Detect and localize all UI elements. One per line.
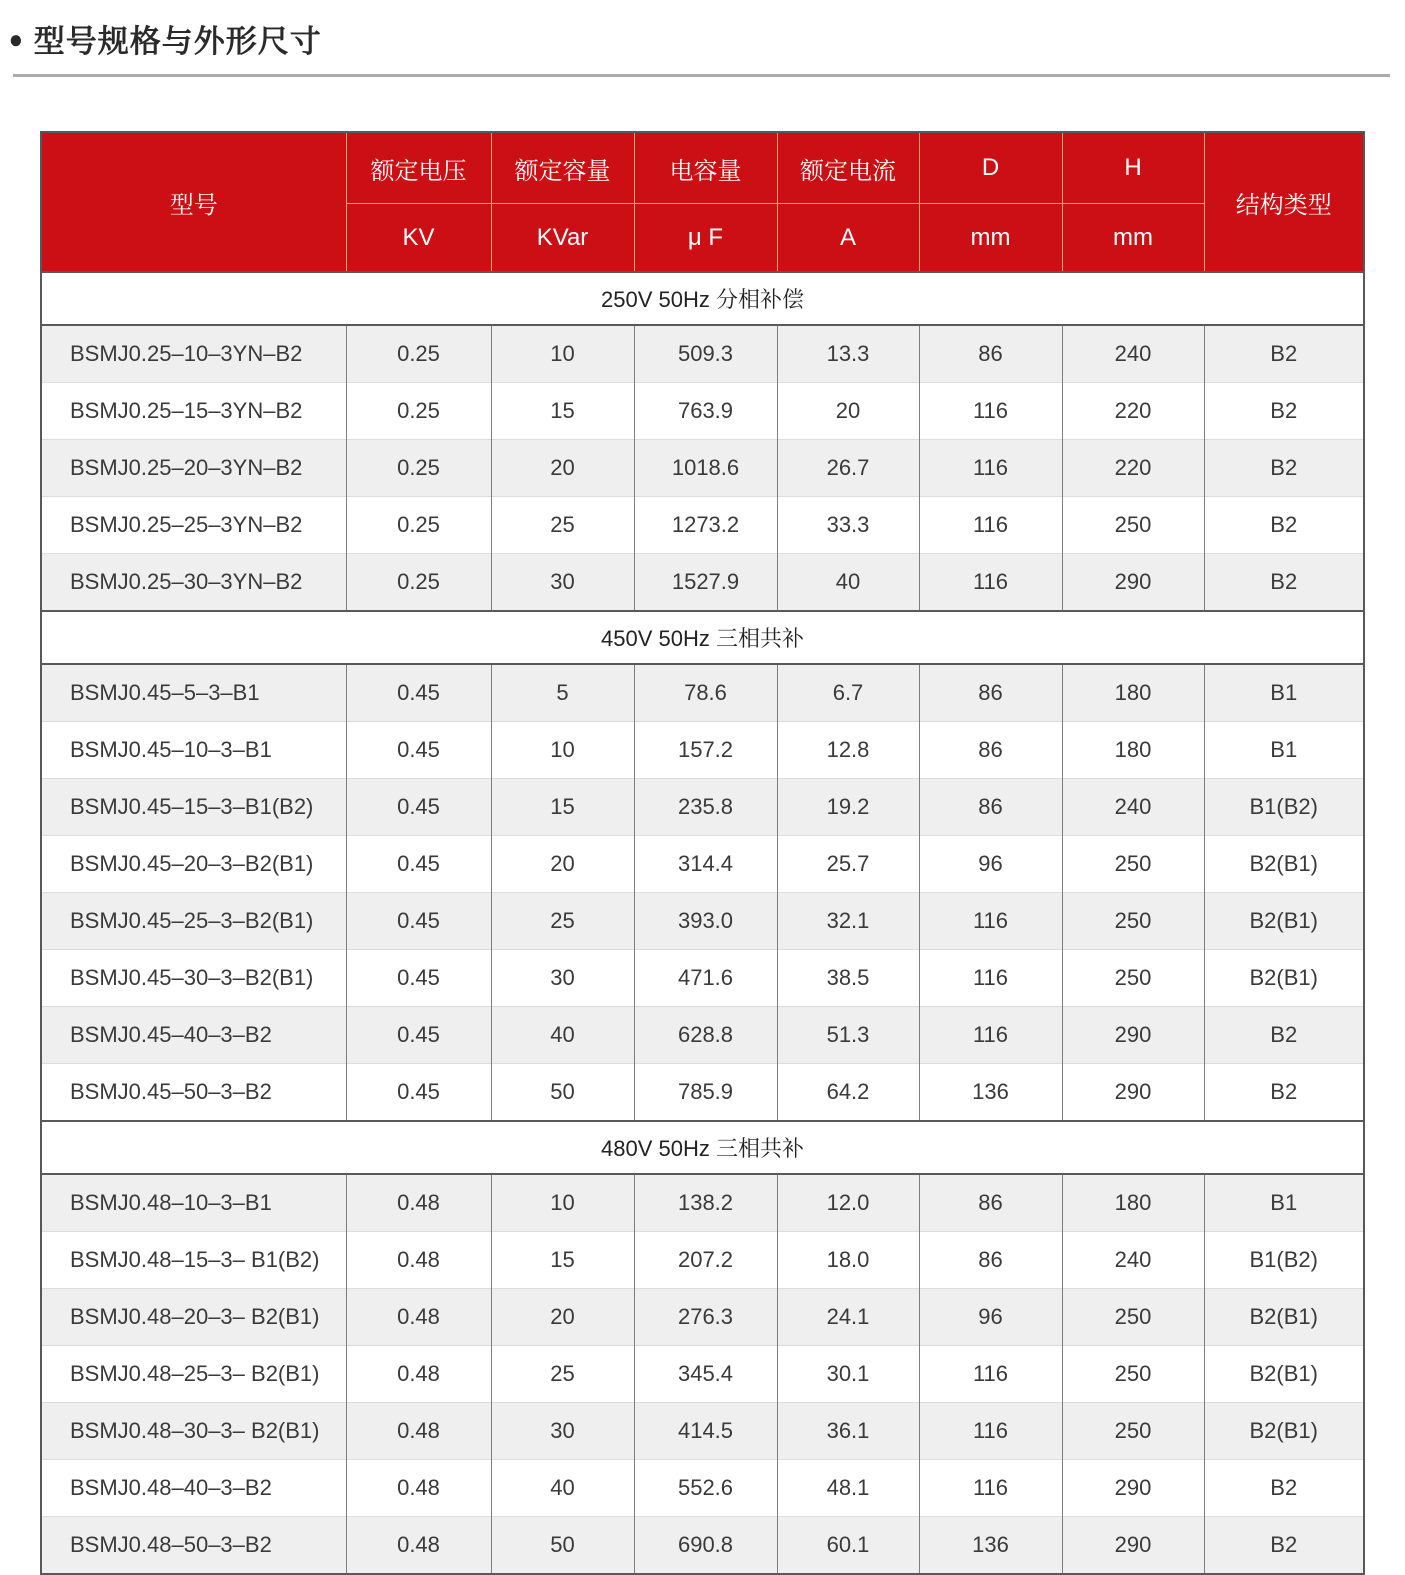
value-cell: 10: [491, 1174, 634, 1232]
unit-kvar: KVar: [491, 204, 634, 273]
table-row: [41, 950, 1364, 1007]
value-cell: 628.8: [634, 1007, 777, 1064]
value-cell: 250: [1062, 836, 1204, 893]
table-row: [41, 1232, 1364, 1289]
table-row: [41, 836, 1364, 893]
table-row: [41, 1403, 1364, 1460]
unit-kv: KV: [346, 204, 491, 273]
value-cell: 0.45: [346, 950, 491, 1007]
value-cell: B1: [1204, 664, 1364, 722]
value-cell: 15: [491, 1232, 634, 1289]
section-band: [41, 1121, 1364, 1174]
value-cell: 552.6: [634, 1460, 777, 1517]
value-cell: 20: [491, 440, 634, 497]
value-cell: 290: [1062, 1064, 1204, 1122]
section-band-title: 450V 50Hz 三相共补: [41, 611, 1364, 664]
value-cell: 26.7: [777, 440, 919, 497]
table-row: [41, 664, 1364, 722]
model-cell: BSMJ0.25–30–3YN–B2: [41, 554, 346, 612]
value-cell: 30: [491, 950, 634, 1007]
value-cell: 38.5: [777, 950, 919, 1007]
value-cell: 40: [777, 554, 919, 612]
value-cell: 207.2: [634, 1232, 777, 1289]
unit-a: A: [777, 204, 919, 273]
value-cell: 18.0: [777, 1232, 919, 1289]
value-cell: 0.45: [346, 779, 491, 836]
table-row: [41, 1174, 1364, 1232]
value-cell: B2(B1): [1204, 1289, 1364, 1346]
section-band: [41, 611, 1364, 664]
table-header: [41, 132, 1364, 272]
value-cell: 10: [491, 722, 634, 779]
value-cell: 36.1: [777, 1403, 919, 1460]
value-cell: 509.3: [634, 325, 777, 383]
value-cell: 393.0: [634, 893, 777, 950]
value-cell: 0.45: [346, 1007, 491, 1064]
value-cell: 220: [1062, 440, 1204, 497]
value-cell: 0.48: [346, 1460, 491, 1517]
value-cell: B2(B1): [1204, 950, 1364, 1007]
table-row: [41, 722, 1364, 779]
model-cell: BSMJ0.45–10–3–B1: [41, 722, 346, 779]
value-cell: 86: [919, 779, 1062, 836]
value-cell: 180: [1062, 664, 1204, 722]
value-cell: B1: [1204, 722, 1364, 779]
value-cell: 30.1: [777, 1346, 919, 1403]
value-cell: 116: [919, 893, 1062, 950]
value-cell: 690.8: [634, 1517, 777, 1575]
value-cell: B2(B1): [1204, 1346, 1364, 1403]
value-cell: 30: [491, 1403, 634, 1460]
title-divider: [13, 74, 1390, 77]
value-cell: 50: [491, 1517, 634, 1575]
value-cell: 51.3: [777, 1007, 919, 1064]
value-cell: 116: [919, 950, 1062, 1007]
value-cell: B2: [1204, 1007, 1364, 1064]
col-header-h: H: [1062, 132, 1204, 204]
col-header-rated-current: 额定电流: [777, 132, 919, 204]
value-cell: 240: [1062, 325, 1204, 383]
value-cell: 0.25: [346, 554, 491, 612]
value-cell: 250: [1062, 950, 1204, 1007]
value-cell: 50: [491, 1064, 634, 1122]
model-cell: BSMJ0.48–40–3–B2: [41, 1460, 346, 1517]
value-cell: 116: [919, 497, 1062, 554]
value-cell: 96: [919, 1289, 1062, 1346]
value-cell: 290: [1062, 1517, 1204, 1575]
value-cell: 136: [919, 1517, 1062, 1575]
value-cell: B2(B1): [1204, 1403, 1364, 1460]
value-cell: B2: [1204, 440, 1364, 497]
value-cell: B2: [1204, 497, 1364, 554]
value-cell: 60.1: [777, 1517, 919, 1575]
value-cell: 0.48: [346, 1289, 491, 1346]
value-cell: 96: [919, 836, 1062, 893]
model-cell: BSMJ0.25–15–3YN–B2: [41, 383, 346, 440]
table-row: [41, 1517, 1364, 1575]
value-cell: 250: [1062, 1289, 1204, 1346]
col-header-model: 型号: [41, 132, 346, 272]
value-cell: 6.7: [777, 664, 919, 722]
page-title: 型号规格与外形尺寸: [33, 24, 322, 59]
section-heading: [0, 0, 1405, 61]
value-cell: B2(B1): [1204, 836, 1364, 893]
value-cell: 0.25: [346, 325, 491, 383]
model-cell: BSMJ0.48–25–3– B2(B1): [41, 1346, 346, 1403]
value-cell: 0.48: [346, 1346, 491, 1403]
value-cell: 12.0: [777, 1174, 919, 1232]
value-cell: 86: [919, 722, 1062, 779]
value-cell: 250: [1062, 497, 1204, 554]
value-cell: 136: [919, 1064, 1062, 1122]
value-cell: 0.45: [346, 836, 491, 893]
value-cell: 1018.6: [634, 440, 777, 497]
model-cell: BSMJ0.48–30–3– B2(B1): [41, 1403, 346, 1460]
table-row: [41, 779, 1364, 836]
value-cell: 0.25: [346, 383, 491, 440]
value-cell: 86: [919, 325, 1062, 383]
table-row: [41, 440, 1364, 497]
value-cell: 276.3: [634, 1289, 777, 1346]
model-cell: BSMJ0.45–20–3–B2(B1): [41, 836, 346, 893]
value-cell: B2(B1): [1204, 893, 1364, 950]
model-cell: BSMJ0.45–25–3–B2(B1): [41, 893, 346, 950]
value-cell: 763.9: [634, 383, 777, 440]
value-cell: 40: [491, 1007, 634, 1064]
value-cell: 0.25: [346, 497, 491, 554]
table-row: [41, 1460, 1364, 1517]
value-cell: 64.2: [777, 1064, 919, 1122]
value-cell: 12.8: [777, 722, 919, 779]
value-cell: 86: [919, 664, 1062, 722]
col-header-capacitance: 电容量: [634, 132, 777, 204]
value-cell: 20: [777, 383, 919, 440]
value-cell: 240: [1062, 779, 1204, 836]
table-row: [41, 1289, 1364, 1346]
value-cell: 33.3: [777, 497, 919, 554]
value-cell: 314.4: [634, 836, 777, 893]
unit-h-mm: mm: [1062, 204, 1204, 273]
model-cell: BSMJ0.25–10–3YN–B2: [41, 325, 346, 383]
value-cell: 138.2: [634, 1174, 777, 1232]
value-cell: 290: [1062, 554, 1204, 612]
value-cell: B2: [1204, 554, 1364, 612]
value-cell: 0.48: [346, 1517, 491, 1575]
col-header-rated-voltage: 额定电压: [346, 132, 491, 204]
value-cell: 30: [491, 554, 634, 612]
value-cell: 24.1: [777, 1289, 919, 1346]
value-cell: 250: [1062, 1346, 1204, 1403]
value-cell: 0.48: [346, 1403, 491, 1460]
value-cell: 20: [491, 1289, 634, 1346]
value-cell: 0.25: [346, 440, 491, 497]
unit-uf: μ F: [634, 204, 777, 273]
value-cell: 20: [491, 836, 634, 893]
table-row: [41, 1064, 1364, 1122]
model-cell: BSMJ0.25–20–3YN–B2: [41, 440, 346, 497]
value-cell: 0.45: [346, 1064, 491, 1122]
value-cell: 25: [491, 497, 634, 554]
model-cell: BSMJ0.48–10–3–B1: [41, 1174, 346, 1232]
table-row: [41, 893, 1364, 950]
value-cell: 240: [1062, 1232, 1204, 1289]
value-cell: 32.1: [777, 893, 919, 950]
spec-table-body: [41, 272, 1364, 1574]
value-cell: 0.45: [346, 722, 491, 779]
model-cell: BSMJ0.45–30–3–B2(B1): [41, 950, 346, 1007]
value-cell: 235.8: [634, 779, 777, 836]
value-cell: 0.45: [346, 893, 491, 950]
value-cell: 116: [919, 1346, 1062, 1403]
value-cell: 345.4: [634, 1346, 777, 1403]
value-cell: 180: [1062, 722, 1204, 779]
value-cell: 86: [919, 1174, 1062, 1232]
model-cell: BSMJ0.48–50–3–B2: [41, 1517, 346, 1575]
value-cell: 0.45: [346, 664, 491, 722]
value-cell: B1(B2): [1204, 1232, 1364, 1289]
model-cell: BSMJ0.45–5–3–B1: [41, 664, 346, 722]
value-cell: 116: [919, 1403, 1062, 1460]
value-cell: 180: [1062, 1174, 1204, 1232]
value-cell: B2: [1204, 1460, 1364, 1517]
table-row: [41, 383, 1364, 440]
value-cell: 13.3: [777, 325, 919, 383]
table-row: [41, 325, 1364, 383]
value-cell: 157.2: [634, 722, 777, 779]
value-cell: 116: [919, 554, 1062, 612]
model-cell: BSMJ0.25–25–3YN–B2: [41, 497, 346, 554]
value-cell: 25: [491, 1346, 634, 1403]
value-cell: 1273.2: [634, 497, 777, 554]
section-band-title: 480V 50Hz 三相共补: [41, 1121, 1364, 1174]
unit-d-mm: mm: [919, 204, 1062, 273]
value-cell: 78.6: [634, 664, 777, 722]
value-cell: B2: [1204, 383, 1364, 440]
value-cell: 785.9: [634, 1064, 777, 1122]
value-cell: 15: [491, 383, 634, 440]
value-cell: 250: [1062, 893, 1204, 950]
value-cell: 290: [1062, 1007, 1204, 1064]
value-cell: 0.48: [346, 1174, 491, 1232]
value-cell: 290: [1062, 1460, 1204, 1517]
model-cell: BSMJ0.45–40–3–B2: [41, 1007, 346, 1064]
value-cell: 414.5: [634, 1403, 777, 1460]
value-cell: 116: [919, 383, 1062, 440]
value-cell: 5: [491, 664, 634, 722]
col-header-d: D: [919, 132, 1062, 204]
value-cell: 1527.9: [634, 554, 777, 612]
table-row: [41, 497, 1364, 554]
col-header-rated-capacity: 额定容量: [491, 132, 634, 204]
value-cell: 86: [919, 1232, 1062, 1289]
value-cell: B2: [1204, 325, 1364, 383]
value-cell: B2: [1204, 1064, 1364, 1122]
value-cell: 10: [491, 325, 634, 383]
value-cell: 25.7: [777, 836, 919, 893]
value-cell: 471.6: [634, 950, 777, 1007]
value-cell: 0.48: [346, 1232, 491, 1289]
col-header-structure-type: 结构类型: [1204, 132, 1364, 272]
value-cell: 48.1: [777, 1460, 919, 1517]
value-cell: 25: [491, 893, 634, 950]
model-cell: BSMJ0.48–20–3– B2(B1): [41, 1289, 346, 1346]
value-cell: 116: [919, 1460, 1062, 1517]
spec-table: [40, 131, 1365, 1575]
section-band: [41, 272, 1364, 325]
value-cell: B1(B2): [1204, 779, 1364, 836]
value-cell: 116: [919, 440, 1062, 497]
table-row: [41, 1346, 1364, 1403]
value-cell: 220: [1062, 383, 1204, 440]
value-cell: B1: [1204, 1174, 1364, 1232]
value-cell: B2: [1204, 1517, 1364, 1575]
value-cell: 40: [491, 1460, 634, 1517]
value-cell: 19.2: [777, 779, 919, 836]
table-row: [41, 1007, 1364, 1064]
bullet-icon: ●: [8, 23, 24, 54]
model-cell: BSMJ0.45–50–3–B2: [41, 1064, 346, 1122]
section-band-title: 250V 50Hz 分相补偿: [41, 272, 1364, 325]
table-row: [41, 554, 1364, 612]
value-cell: 15: [491, 779, 634, 836]
value-cell: 250: [1062, 1403, 1204, 1460]
model-cell: BSMJ0.48–15–3– B1(B2): [41, 1232, 346, 1289]
model-cell: BSMJ0.45–15–3–B1(B2): [41, 779, 346, 836]
value-cell: 116: [919, 1007, 1062, 1064]
